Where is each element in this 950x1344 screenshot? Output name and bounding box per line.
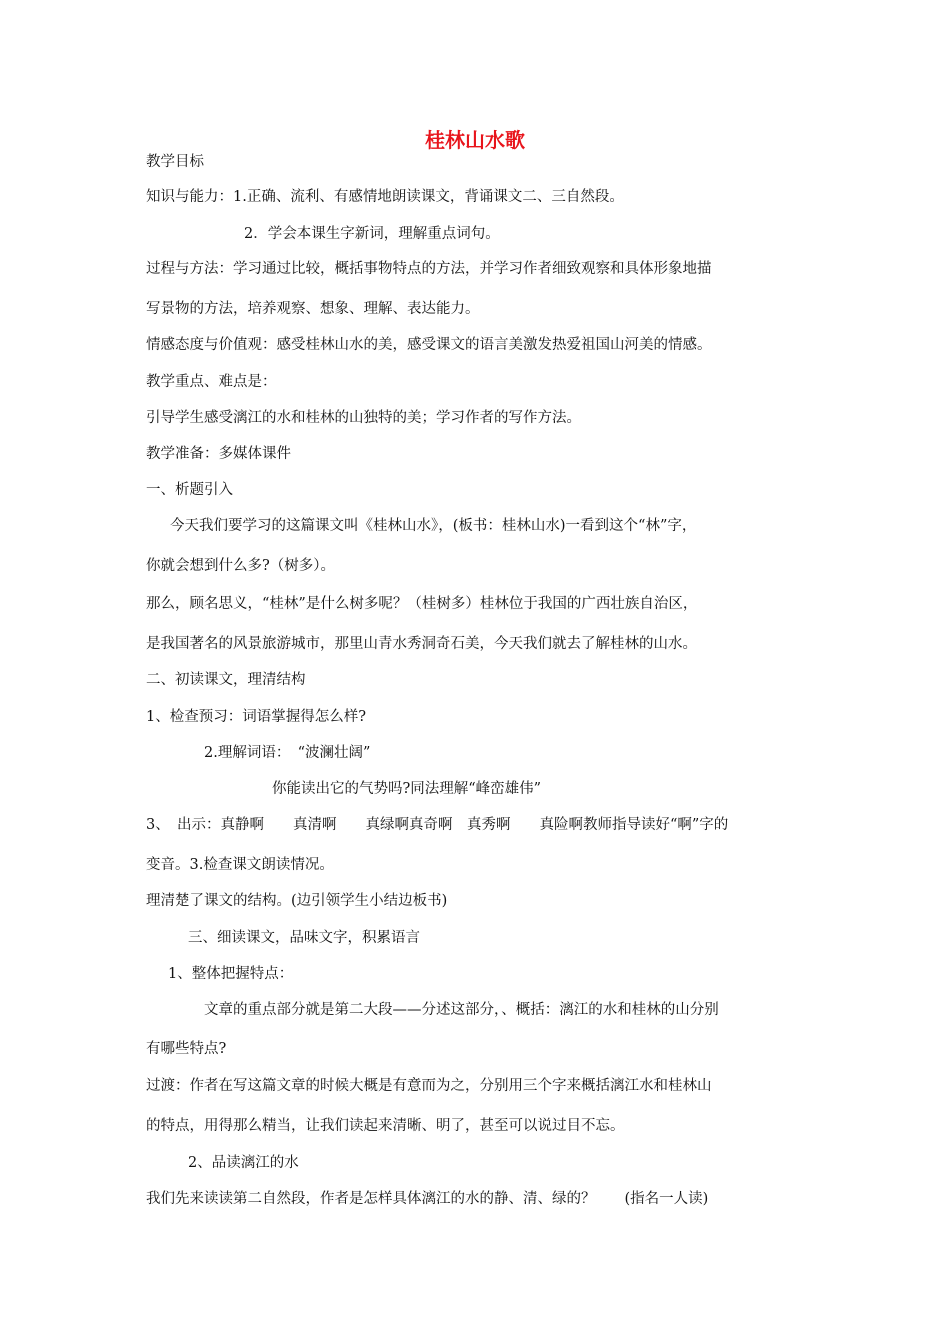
text-line: 过渡：作者在写这篇文章的时候大概是有意而为之，分别用三个字来概括漓江水和桂林山 [146,1078,712,1094]
text-line: 写景物的方法，培养观察、想象、理解、表达能力。 [146,301,480,317]
text-line: 1、整体把握特点： [168,966,294,982]
text-line: 是我国著名的风景旅游城市，那里山青水秀洞奇石美，今天我们就去了解桂林的山水。 [146,636,697,652]
text-line: 教学目标 [146,154,204,170]
text-line: 你就会想到什么多?（树多）。 [146,558,336,574]
text-line: 理清楚了课文的结构。(边引领学生小结边板书) [146,893,448,909]
section-heading: 三、细读课文，品味文字，积累语言 [188,930,420,946]
text-line: 过程与方法：学习通过比较，概括事物特点的方法，并学习作者细致观察和具体形象地描 [146,261,712,277]
text-line: 的特点，用得那么精当，让我们读起来清晰、明了，甚至可以说过目不忘。 [146,1118,625,1134]
text-line: 有哪些特点? [146,1041,227,1057]
text-line: 你能读出它的气势吗?同法理解“峰峦雄伟” [272,781,542,797]
text-line: 教学重点、难点是： [146,374,277,390]
text-line: 2．学会本课生字新词，理解重点词句。 [244,226,500,242]
section-heading: 二、初读课文，理清结构 [146,672,306,688]
text-line: 文章的重点部分就是第二大段——分述这部分，、概括：漓江的水和桂林的山分别 [204,1002,719,1018]
text-line: 1、检查预习：词语掌握得怎么样? [146,709,366,725]
text-line: 2.理解词语： “波澜壮阔” [204,745,371,761]
text-line: 那么，顾名思义，“桂林”是什么树多呢？（桂树多）桂林位于我国的广西壮族自治区， [146,596,698,612]
text-line: 知识与能力：1.正确、流利、有感情地朗读课文，背诵课文二、三自然段。 [146,189,624,205]
text-line: 变音。3.检查课文朗读情况。 [146,857,334,873]
text-line: 教学准备：多媒体课件 [146,446,291,462]
text-line: 3、 出示：真静啊 真清啊 真绿啊真奇啊 真秀啊 真险啊教师指导读好“啊”字的 [146,817,729,833]
text-line: 我们先来读读第二自然段，作者是怎样具体漓江的水的静、清、绿的？ (指名一人读) [146,1191,709,1207]
text-line: 引导学生感受漓江的水和桂林的山独特的美；学习作者的写作方法。 [146,410,581,426]
text-line: 2、品读漓江的水 [188,1155,299,1171]
text-line: 今天我们要学习的这篇课文叫《桂林山水》，(板书：桂林山水)一看到这个“林”字， [170,518,697,534]
section-heading: 一、析题引入 [146,482,233,498]
document-title: 桂林山水歌 [425,128,525,152]
text-line: 情感态度与价值观：感受桂林山水的美，感受课文的语言美激发热爱祖国山河美的情感。 [146,337,712,353]
